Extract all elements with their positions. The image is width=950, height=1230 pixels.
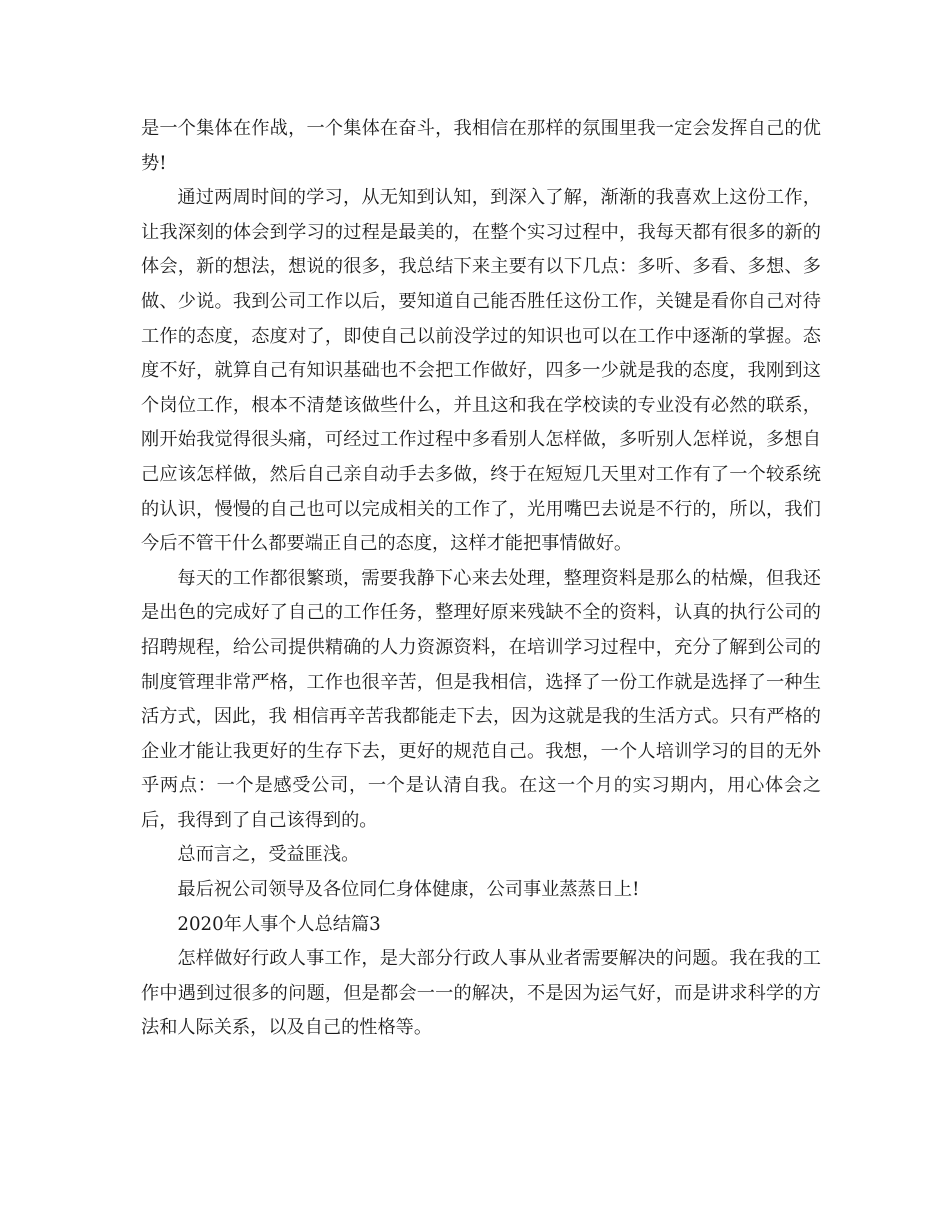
section-heading: 2020年人事个人总结篇3 (177, 913, 381, 935)
paragraph-daily-work: 每天的工作都很繁琐，需要我静下心来去处理，整理资料是那么的枯燥，但我还是出色的完成好了自己的工作任务，整理好原来残缺不全的资料，认真的执行公司的招聘规程，给公司提供精确的人力资源资料，在培训学习过程中，充分了解到公司的制度管理非常严格，工作也很辛苦，但是我相信，选择了一份工作就是选择了一种生活方式，因此，我 相信再辛苦我都能走下去，因为这就是我的生活方式。只有严格的企业才能让我更好的生存下去，更好的规范自己。我想，一个人培训学习的目的无外乎两点：一个是感受公司，一个是认清自我。在这一个月的实习期内，用心体会之后，我得到了自己该得到的。 (141, 567, 821, 831)
paragraph-wishes: 最后祝公司领导及各位同仁身体健康，公司事业蒸蒸日上! (177, 879, 640, 901)
paragraph-admin-work: 怎样做好行政人事工作，是大部分行政人事从业者需要解决的问题。我在我的工作中遇到过很多的问题，但是都会一一的解决，不是因为运气好，而是讲求科学的方法和人际关系，以及自己的性格等。 (141, 948, 821, 1039)
paragraph-learning: 通过两周时间的学习，从无知到认知，到深入了解，渐渐的我喜欢上这份工作，让我深刻的体会到学习的过程是最美的，在整个实习过程中，我每天都有很多的新的体会，新的想法，想说的很多，我总结下来主要有以下几点：多听、多看、多想、多做、少说。我到公司工作以后，要知道自己能否胜任这份工作，关键是看你自己对待工作的态度，态度对了，即使自己以前没学过的知识也可以在工作中逐渐的掌握。态度不好，就算自己有知识基础也不会把工作做好，四多一少就是我的态度，我刚到这个岗位工作，根本不清楚该做些什么，并且这和我在学校读的专业没有必然的联系，刚开始我觉得很头痛，可经过工作过程中多看别人怎样做，多听别人怎样说，多想自己应该怎样做，然后自己亲自动手去多做，终于在短短几天里对工作有了一个较系统的认识，慢慢的自己也可以完成相关的工作了，光用嘴巴去说是不行的，所以，我们今后不管干什么都要端正自己的态度，这样才能把事情做好。 (141, 187, 821, 555)
paragraph-summary: 总而言之，受益匪浅。 (177, 844, 360, 866)
paragraph-continuation: 是一个集体在作战，一个集体在奋斗，我相信在那样的氛围里我一定会发挥自己的优势! (141, 118, 821, 174)
document-body (141, 112, 821, 1046)
